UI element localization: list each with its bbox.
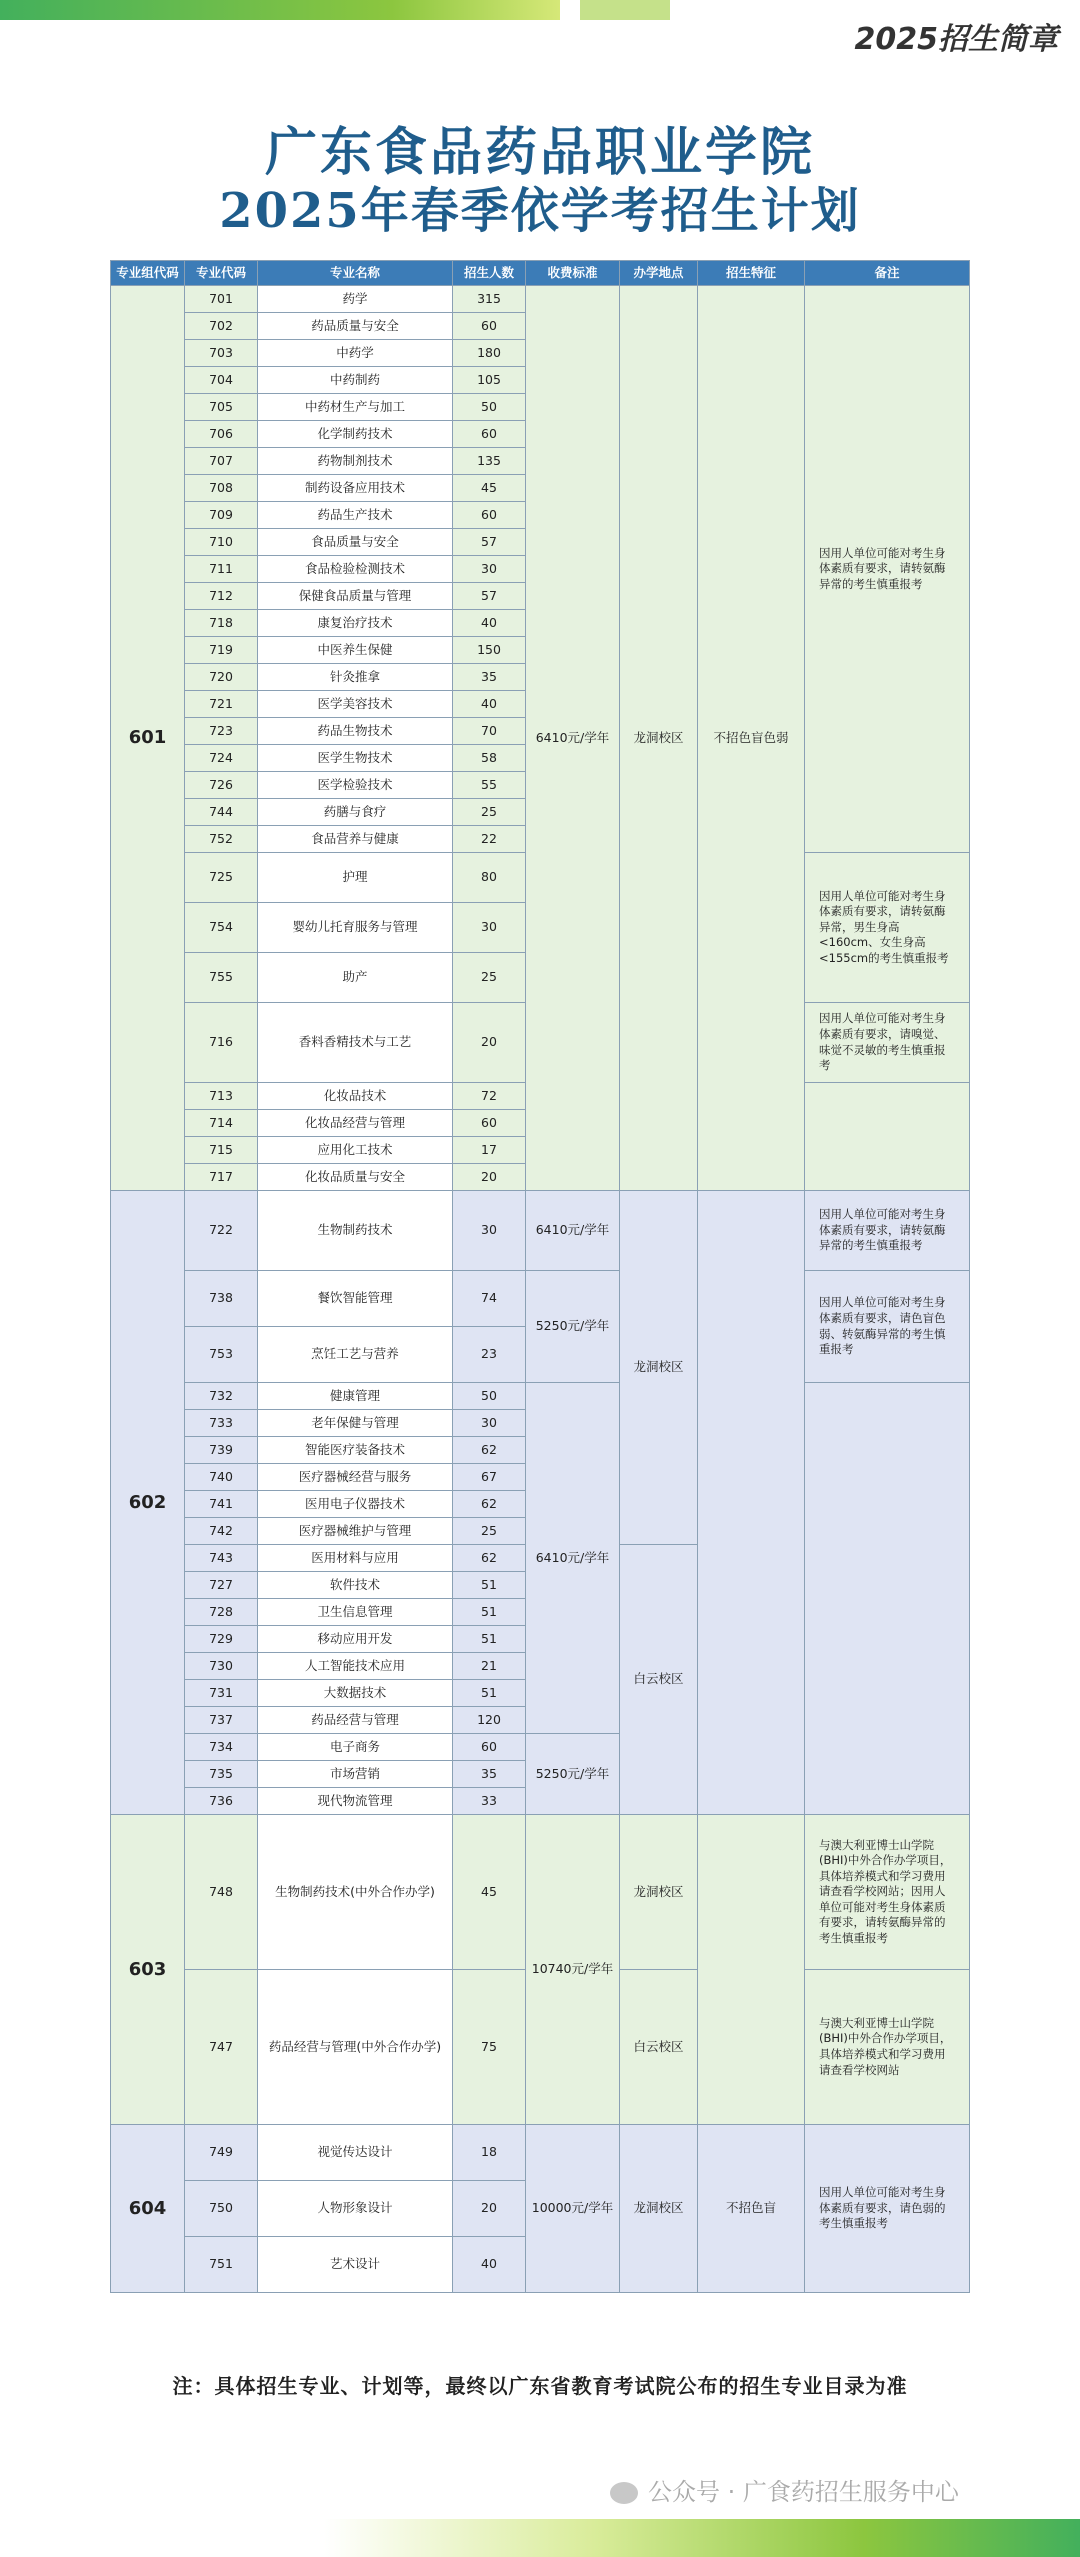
- major-code-cell: 710: [185, 529, 258, 556]
- major-code-cell: 736: [185, 1788, 258, 1815]
- enrollment-count-cell: 20: [453, 2181, 526, 2237]
- enrollment-count-cell: 20: [453, 1003, 526, 1083]
- major-code-cell: 705: [185, 394, 258, 421]
- enrollment-count-cell: 45: [453, 475, 526, 502]
- major-code-cell: 737: [185, 1707, 258, 1734]
- enrollment-count-cell: 120: [453, 1707, 526, 1734]
- enrollment-count-cell: 40: [453, 610, 526, 637]
- remark-cell: 因用人单位可能对考生身体素质有要求，请嗅觉、味觉不灵敏的考生慎重报考: [805, 1003, 970, 1083]
- header-cell: 备注: [805, 260, 970, 286]
- major-code-cell: 734: [185, 1734, 258, 1761]
- major-code-cell: 701: [185, 286, 258, 313]
- enrollment-count-cell: 55: [453, 772, 526, 799]
- major-name-cell: 助产: [258, 953, 453, 1003]
- major-name-cell: 香料香精技术与工艺: [258, 1003, 453, 1083]
- major-code-cell: 714: [185, 1110, 258, 1137]
- campus-cell: 龙洞校区: [620, 1815, 698, 1970]
- major-code-cell: 722: [185, 1191, 258, 1271]
- major-code-cell: 703: [185, 340, 258, 367]
- major-name-cell: 中药材生产与加工: [258, 394, 453, 421]
- enrollment-count-cell: 75: [453, 1970, 526, 2125]
- enrollment-count-cell: 51: [453, 1572, 526, 1599]
- major-code-cell: 712: [185, 583, 258, 610]
- major-code-cell: 727: [185, 1572, 258, 1599]
- enrollment-count-cell: 58: [453, 745, 526, 772]
- header-cell: 专业组代码: [110, 260, 185, 286]
- enrollment-count-cell: 30: [453, 903, 526, 953]
- group-code-cell: 604: [110, 2125, 185, 2293]
- major-name-cell: 药膳与食疗: [258, 799, 453, 826]
- major-name-cell: 视觉传达设计: [258, 2125, 453, 2181]
- enrollment-count-cell: 180: [453, 340, 526, 367]
- enrollment-count-cell: 57: [453, 529, 526, 556]
- enrollment-count-cell: 25: [453, 799, 526, 826]
- group-code-cell: 601: [110, 286, 185, 1191]
- major-name-cell: 中医养生保健: [258, 637, 453, 664]
- major-code-cell: 738: [185, 1271, 258, 1327]
- enrollment-count-cell: 51: [453, 1599, 526, 1626]
- major-name-cell: 中药制药: [258, 367, 453, 394]
- campus-cell: 龙洞校区: [620, 1191, 698, 1545]
- major-code-cell: 732: [185, 1383, 258, 1410]
- header-cell: 收费标准: [526, 260, 620, 286]
- major-name-cell: 护理: [258, 853, 453, 903]
- major-code-cell: 731: [185, 1680, 258, 1707]
- header-cell: 招生人数: [453, 260, 526, 286]
- enrollment-count-cell: 70: [453, 718, 526, 745]
- major-code-cell: 704: [185, 367, 258, 394]
- enrollment-count-cell: 30: [453, 1191, 526, 1271]
- campus-cell: 白云校区: [620, 1970, 698, 2125]
- group-code-cell: 603: [110, 1815, 185, 2125]
- enrollment-count-cell: 40: [453, 2237, 526, 2293]
- major-name-cell: 医用电子仪器技术: [258, 1491, 453, 1518]
- enrollment-count-cell: 60: [453, 1734, 526, 1761]
- major-code-cell: 723: [185, 718, 258, 745]
- remark-cell: 因用人单位可能对考生身体素质有要求，请色盲色弱、转氨酶异常的考生慎重报考: [805, 1271, 970, 1383]
- enrollment-count-cell: 315: [453, 286, 526, 313]
- major-code-cell: 750: [185, 2181, 258, 2237]
- enrollment-count-cell: 150: [453, 637, 526, 664]
- page-title: 广东食品药品职业学院: [264, 122, 815, 183]
- feature-cell: 不招色盲: [698, 2125, 805, 2293]
- remark-cell: 因用人单位可能对考生身体素质有要求，请色弱的考生慎重报考: [805, 2125, 970, 2293]
- major-name-cell: 药品经营与管理: [258, 1707, 453, 1734]
- major-name-cell: 烹饪工艺与营养: [258, 1327, 453, 1383]
- footnote: 注：具体招生专业、计划等，最终以广东省教育考试院公布的招生专业目录为准: [172, 2374, 908, 2398]
- major-name-cell: 药品质量与安全: [258, 313, 453, 340]
- major-name-cell: 医用材料与应用: [258, 1545, 453, 1572]
- enrollment-count-cell: 50: [453, 1383, 526, 1410]
- major-name-cell: 智能医疗装备技术: [258, 1437, 453, 1464]
- major-name-cell: 中药学: [258, 340, 453, 367]
- enrollment-count-cell: 135: [453, 448, 526, 475]
- major-code-cell: 753: [185, 1327, 258, 1383]
- brochure-label: 2025招生简章: [854, 22, 1058, 57]
- enrollment-count-cell: 30: [453, 1410, 526, 1437]
- major-name-cell: 保健食品质量与管理: [258, 583, 453, 610]
- fee-cell: 6410元/学年: [526, 1383, 620, 1734]
- major-name-cell: 健康管理: [258, 1383, 453, 1410]
- fee-cell: 5250元/学年: [526, 1734, 620, 1815]
- fee-cell: 6410元/学年: [526, 1191, 620, 1271]
- enrollment-count-cell: 72: [453, 1083, 526, 1110]
- enrollment-count-cell: 33: [453, 1788, 526, 1815]
- major-code-cell: 742: [185, 1518, 258, 1545]
- remark-cell: 因用人单位可能对考生身体素质有要求，请转氨酶异常，男生身高<160cm、女生身高<155cm的考生慎重报考: [805, 853, 970, 1003]
- major-code-cell: 713: [185, 1083, 258, 1110]
- enrollment-count-cell: 60: [453, 1110, 526, 1137]
- remark-cell: 与澳大利亚博士山学院(BHI)中外合作办学项目，具体培养模式和学习费用请查看学校网站；因用人单位可能对考生身体素质有要求，请转氨酶异常的考生慎重报考: [805, 1815, 970, 1970]
- major-code-cell: 741: [185, 1491, 258, 1518]
- enrollment-count-cell: 25: [453, 1518, 526, 1545]
- remark-cell: [805, 1383, 970, 1815]
- enrollment-count-cell: 62: [453, 1437, 526, 1464]
- major-code-cell: 711: [185, 556, 258, 583]
- enrollment-count-cell: 67: [453, 1464, 526, 1491]
- major-name-cell: 食品检验检测技术: [258, 556, 453, 583]
- major-name-cell: 食品质量与安全: [258, 529, 453, 556]
- major-code-cell: 718: [185, 610, 258, 637]
- major-code-cell: 706: [185, 421, 258, 448]
- major-name-cell: 婴幼儿托育服务与管理: [258, 903, 453, 953]
- enrollment-count-cell: 57: [453, 583, 526, 610]
- major-name-cell: 移动应用开发: [258, 1626, 453, 1653]
- major-name-cell: 医疗器械经营与服务: [258, 1464, 453, 1491]
- enrollment-count-cell: 21: [453, 1653, 526, 1680]
- remark-cell: 与澳大利亚博士山学院(BHI)中外合作办学项目，具体培养模式和学习费用请查看学校网站: [805, 1970, 970, 2125]
- enrollment-count-cell: 25: [453, 953, 526, 1003]
- major-code-cell: 715: [185, 1137, 258, 1164]
- enrollment-count-cell: 62: [453, 1491, 526, 1518]
- major-code-cell: 751: [185, 2237, 258, 2293]
- major-name-cell: 药学: [258, 286, 453, 313]
- major-name-cell: 现代物流管理: [258, 1788, 453, 1815]
- fee-cell: 5250元/学年: [526, 1271, 620, 1383]
- major-code-cell: 702: [185, 313, 258, 340]
- major-name-cell: 大数据技术: [258, 1680, 453, 1707]
- major-name-cell: 康复治疗技术: [258, 610, 453, 637]
- major-name-cell: 软件技术: [258, 1572, 453, 1599]
- enrollment-count-cell: 30: [453, 556, 526, 583]
- major-name-cell: 艺术设计: [258, 2237, 453, 2293]
- major-code-cell: 733: [185, 1410, 258, 1437]
- header-cell: 办学地点: [620, 260, 698, 286]
- bottom-accent-bar: [0, 2519, 1080, 2557]
- enrollment-count-cell: 35: [453, 664, 526, 691]
- major-name-cell: 食品营养与健康: [258, 826, 453, 853]
- enrollment-count-cell: 18: [453, 2125, 526, 2181]
- major-code-cell: 721: [185, 691, 258, 718]
- enrollment-count-cell: 20: [453, 1164, 526, 1191]
- enrollment-count-cell: 22: [453, 826, 526, 853]
- major-code-cell: 717: [185, 1164, 258, 1191]
- major-name-cell: 人工智能技术应用: [258, 1653, 453, 1680]
- enrollment-count-cell: 17: [453, 1137, 526, 1164]
- major-code-cell: 719: [185, 637, 258, 664]
- major-code-cell: 726: [185, 772, 258, 799]
- campus-cell: 白云校区: [620, 1545, 698, 1815]
- fee-cell: 10000元/学年: [526, 2125, 620, 2293]
- major-name-cell: 生物制药技术(中外合作办学): [258, 1815, 453, 1970]
- header-cell: 专业名称: [258, 260, 453, 286]
- enrollment-count-cell: 62: [453, 1545, 526, 1572]
- major-code-cell: 740: [185, 1464, 258, 1491]
- enrollment-count-cell: 60: [453, 421, 526, 448]
- major-code-cell: 720: [185, 664, 258, 691]
- enrollment-count-cell: 51: [453, 1626, 526, 1653]
- major-name-cell: 制药设备应用技术: [258, 475, 453, 502]
- major-name-cell: 餐饮智能管理: [258, 1271, 453, 1327]
- major-code-cell: 744: [185, 799, 258, 826]
- major-code-cell: 716: [185, 1003, 258, 1083]
- major-name-cell: 化妆品技术: [258, 1083, 453, 1110]
- campus-cell: 龙洞校区: [620, 2125, 698, 2293]
- major-name-cell: 医疗器械维护与管理: [258, 1518, 453, 1545]
- major-code-cell: 754: [185, 903, 258, 953]
- major-name-cell: 市场营销: [258, 1761, 453, 1788]
- major-code-cell: 743: [185, 1545, 258, 1572]
- fee-cell: 6410元/学年: [526, 286, 620, 1191]
- enrollment-count-cell: 60: [453, 502, 526, 529]
- major-name-cell: 人物形象设计: [258, 2181, 453, 2237]
- enrollment-count-cell: 35: [453, 1761, 526, 1788]
- major-name-cell: 药品生产技术: [258, 502, 453, 529]
- enrollment-count-cell: 23: [453, 1327, 526, 1383]
- group-code-cell: 602: [110, 1191, 185, 1815]
- major-name-cell: 应用化工技术: [258, 1137, 453, 1164]
- major-code-cell: 728: [185, 1599, 258, 1626]
- major-code-cell: 755: [185, 953, 258, 1003]
- major-name-cell: 电子商务: [258, 1734, 453, 1761]
- campus-cell: 龙洞校区: [620, 286, 698, 1191]
- feature-cell: [698, 1815, 805, 2125]
- enrollment-count-cell: 51: [453, 1680, 526, 1707]
- major-name-cell: 老年保健与管理: [258, 1410, 453, 1437]
- major-code-cell: 749: [185, 2125, 258, 2181]
- major-code-cell: 708: [185, 475, 258, 502]
- major-code-cell: 739: [185, 1437, 258, 1464]
- header-cell: 专业代码: [185, 260, 258, 286]
- top-accent-stripe: [580, 0, 670, 20]
- major-name-cell: 针灸推拿: [258, 664, 453, 691]
- enrollment-plan-table: [110, 260, 970, 2346]
- major-name-cell: 化妆品经营与管理: [258, 1110, 453, 1137]
- major-code-cell: 707: [185, 448, 258, 475]
- major-name-cell: 化学制药技术: [258, 421, 453, 448]
- major-code-cell: 748: [185, 1815, 258, 1970]
- top-accent-bar: [0, 0, 560, 20]
- watermark: [610, 2472, 959, 2507]
- remark-cell: [805, 1083, 970, 1191]
- major-name-cell: 医学美容技术: [258, 691, 453, 718]
- feature-cell: [698, 1191, 805, 1815]
- major-code-cell: 724: [185, 745, 258, 772]
- major-name-cell: 药品经营与管理(中外合作办学): [258, 1970, 453, 2125]
- major-code-cell: 752: [185, 826, 258, 853]
- enrollment-count-cell: 80: [453, 853, 526, 903]
- enrollment-count-cell: 60: [453, 313, 526, 340]
- fee-cell: 10740元/学年: [526, 1815, 620, 2125]
- major-code-cell: 725: [185, 853, 258, 903]
- major-name-cell: 化妆品质量与安全: [258, 1164, 453, 1191]
- remark-cell: 因用人单位可能对考生身体素质有要求，请转氨酶异常的考生慎重报考: [805, 286, 970, 853]
- enrollment-count-cell: 74: [453, 1271, 526, 1327]
- major-code-cell: 747: [185, 1970, 258, 2125]
- major-name-cell: 药物制剂技术: [258, 448, 453, 475]
- wechat-icon: [610, 2482, 638, 2504]
- enrollment-count-cell: 105: [453, 367, 526, 394]
- major-code-cell: 709: [185, 502, 258, 529]
- major-name-cell: 医学生物技术: [258, 745, 453, 772]
- enrollment-count-cell: 50: [453, 394, 526, 421]
- major-code-cell: 730: [185, 1653, 258, 1680]
- major-name-cell: 生物制药技术: [258, 1191, 453, 1271]
- enrollment-count-cell: 40: [453, 691, 526, 718]
- major-code-cell: 735: [185, 1761, 258, 1788]
- major-name-cell: 卫生信息管理: [258, 1599, 453, 1626]
- feature-cell: 不招色盲色弱: [698, 286, 805, 1191]
- page-subtitle: 2025年春季依学考招生计划: [219, 183, 861, 239]
- major-code-cell: 729: [185, 1626, 258, 1653]
- major-name-cell: 医学检验技术: [258, 772, 453, 799]
- watermark-text: 公众号 · 广食药招生服务中心: [648, 2478, 959, 2506]
- remark-cell: 因用人单位可能对考生身体素质有要求，请转氨酶异常的考生慎重报考: [805, 1191, 970, 1271]
- enrollment-count-cell: 45: [453, 1815, 526, 1970]
- header-cell: 招生特征: [698, 260, 805, 286]
- major-name-cell: 药品生物技术: [258, 718, 453, 745]
